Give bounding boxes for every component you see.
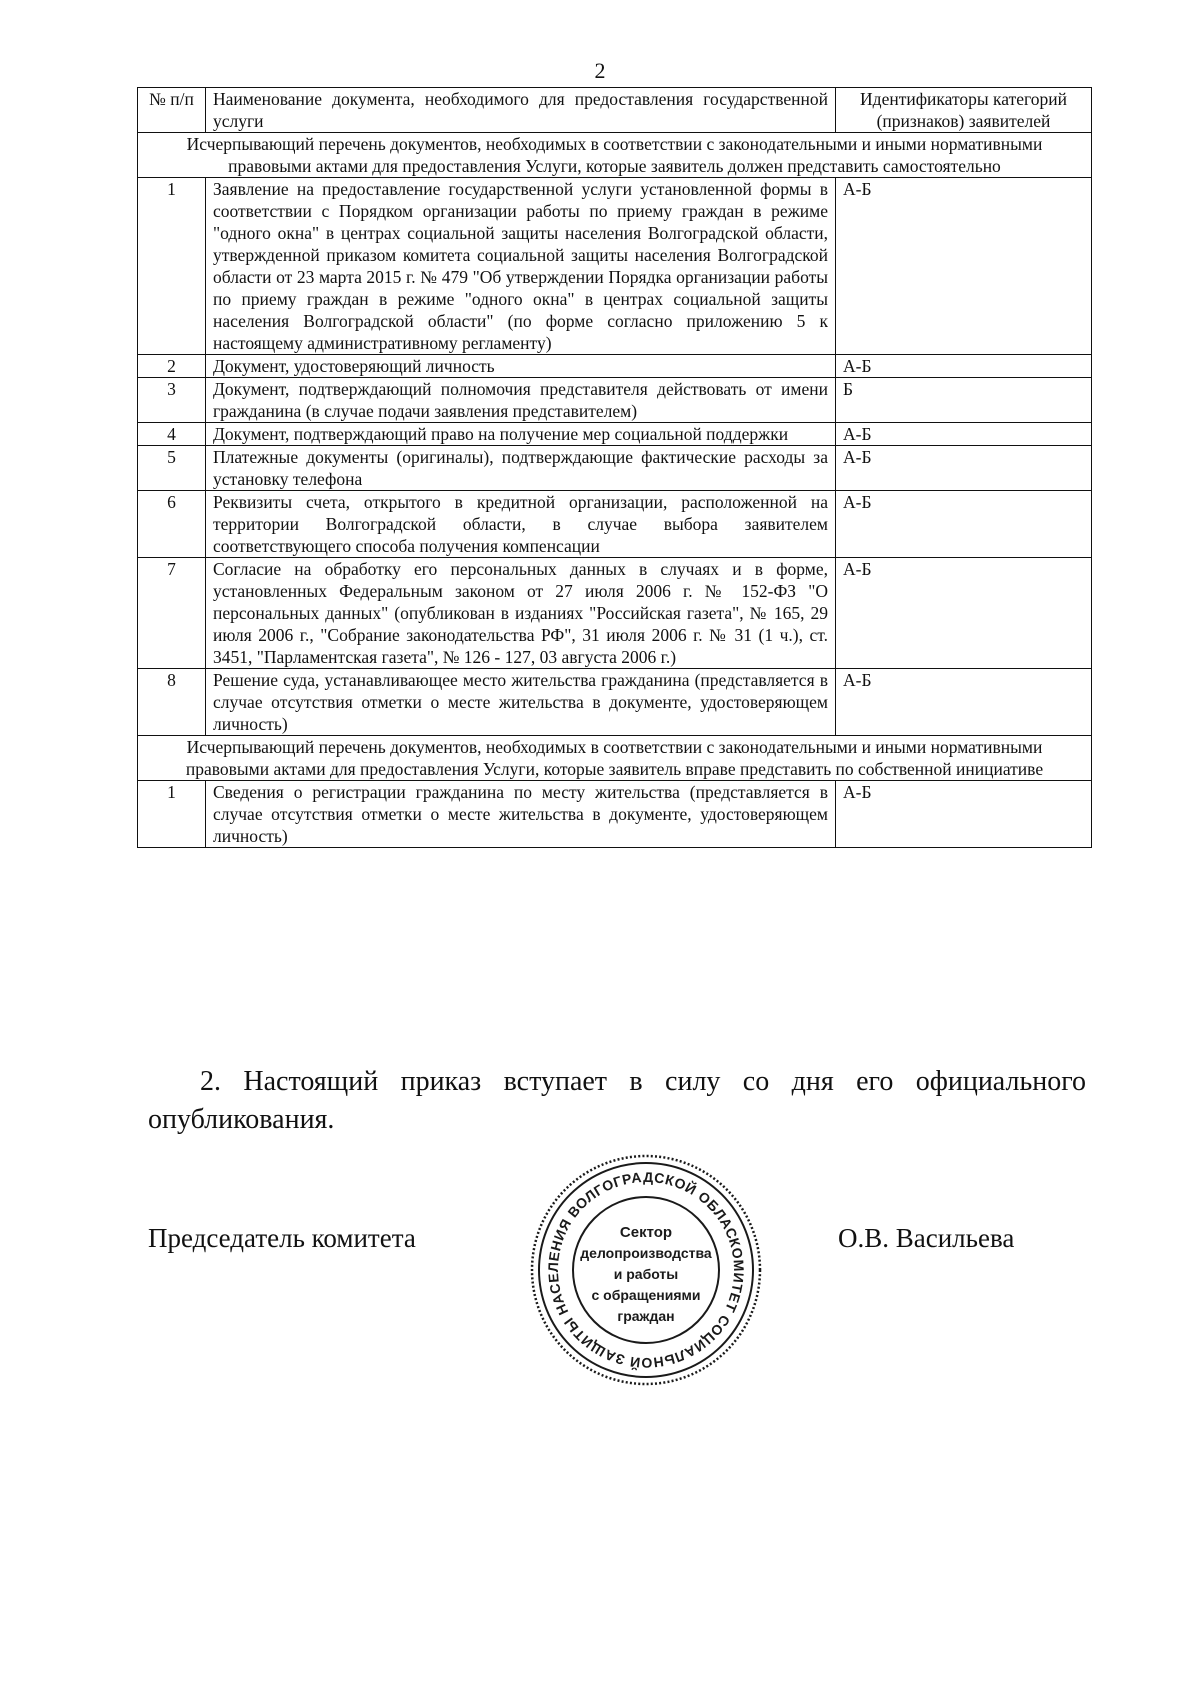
signatory-name: О.В. Васильева [838,1223,1015,1253]
table-row [138,446,1092,491]
row-number: 5 [138,446,206,491]
section-heading-row [138,133,1092,178]
row-document-name: Документ, удостоверяющий личность [206,355,836,378]
row-number: 7 [138,558,206,669]
table-row [138,178,1092,355]
row-number: 2 [138,355,206,378]
stamp-center-line: граждан [617,1308,675,1324]
row-document-name: Согласие на обработку его персональных данных в случаях и в форме, установленных Федеральным законом от 27 июля 2006 г. № 152-ФЗ "О персональных данных" (опубликован в изданиях "Российская газета", № 165, 29 июля 2006 г., "Собрание законодательства РФ", 31 июля 2006 г. № 31 (1 ч.), ст. 3451, "Парламентская газета", № 126 - 127, 03 августа 2006 г.) [206,558,836,669]
row-document-name: Документ, подтверждающий право на получение мер социальной поддержки [206,423,836,446]
row-document-name: Заявление на предоставление государственной услуги установленной формы в соответствии с Порядком организации работы по приему граждан в режиме "одного окна" в центрах социальной защиты населения Волгоградской области, утвержденной приказом комитета социальной защиты населения Волгоградской области от 23 марта 2015 г. № 479 "Об утверждении Порядка организации работы по приему граждан в режиме "одного окна" в центрах социальной защиты населения Волгоградской области" (по форме согласно приложению 5 к настоящему административному регламенту) [206,178,836,355]
row-document-name: Сведения о регистрации гражданина по месту жительства (представляется в случае отсутствия отметки о месте жительства в документе, удостоверяющем личность) [206,781,836,848]
row-category: Б [836,378,1092,423]
row-number: 4 [138,423,206,446]
row-category: А-Б [836,178,1092,355]
row-number: 1 [138,178,206,355]
stamp-ring-text: КОМИТЕТ СОЦИАЛЬНОЙ ЗАЩИТЫ НАСЕЛЕНИЯ ВОЛГОГРАДСКОЙ ОБЛАСТИ [544,1168,748,1372]
official-stamp [526,1150,766,1390]
table-row [138,378,1092,423]
header-document-name: Наименование документа, необходимого для предоставления государственной услуги [206,88,836,133]
stamp-center-line: Сектор [619,1224,673,1241]
row-number: 1 [138,781,206,848]
table-row [138,669,1092,736]
table-row [138,491,1092,558]
row-document-name: Реквизиты счета, открытого в кредитной организации, расположенной на территории Волгоградской области, в случае выбора заявителем соответствующего способа получения компенсации [206,491,836,558]
header-number: № п/п [138,88,206,133]
row-number: 8 [138,669,206,736]
row-number: 3 [138,378,206,423]
row-category: А-Б [836,669,1092,736]
row-document-name: Решение суда, устанавливающее место жительства гражданина (представляется в случае отсутствия отметки о месте жительства в документе, удостоверяющем личность) [206,669,836,736]
section-title-optional: Исчерпывающий перечень документов, необходимых в соответствии с законодательными и иными нормативными правовыми актами для предоставления Услуги, которые заявитель вправе представить по собственной инициативе [138,736,1092,781]
section-title-mandatory: Исчерпывающий перечень документов, необходимых в соответствии с законодательными и иными нормативными правовыми актами для предоставления Услуги, которые заявитель должен представить самостоятельно [138,133,1092,178]
row-document-name: Документ, подтверждающий полномочия представителя действовать от имени гражданина (в случае подачи заявления представителем) [206,378,836,423]
table-row [138,781,1092,848]
row-category: А-Б [836,491,1092,558]
table-row [138,558,1092,669]
row-category: А-Б [836,423,1092,446]
row-category: А-Б [836,781,1092,848]
table-row [138,423,1092,446]
row-document-name: Платежные документы (оригиналы), подтверждающие фактические расходы за установку телефона [206,446,836,491]
row-category: А-Б [836,355,1092,378]
table-row [138,355,1092,378]
header-applicant-category: Идентификаторы категорий (признаков) заявителей [836,88,1092,133]
section-heading-row [138,736,1092,781]
stamp-center-line: с обращениями [591,1287,701,1303]
row-number: 6 [138,491,206,558]
stamp-center-line: и работы [613,1266,679,1282]
row-category: А-Б [836,446,1092,491]
page-number: 2 [594,58,606,83]
effective-date-clause: 2. Настоящий приказ вступает в силу со дня его официального опубликования. [148,1066,1086,1135]
row-category: А-Б [836,558,1092,669]
table-header-row [138,88,1092,133]
documents-table [137,87,1092,848]
signatory-title: Председатель комитета [148,1223,416,1253]
stamp-center-line: делопроизводства [580,1245,712,1261]
